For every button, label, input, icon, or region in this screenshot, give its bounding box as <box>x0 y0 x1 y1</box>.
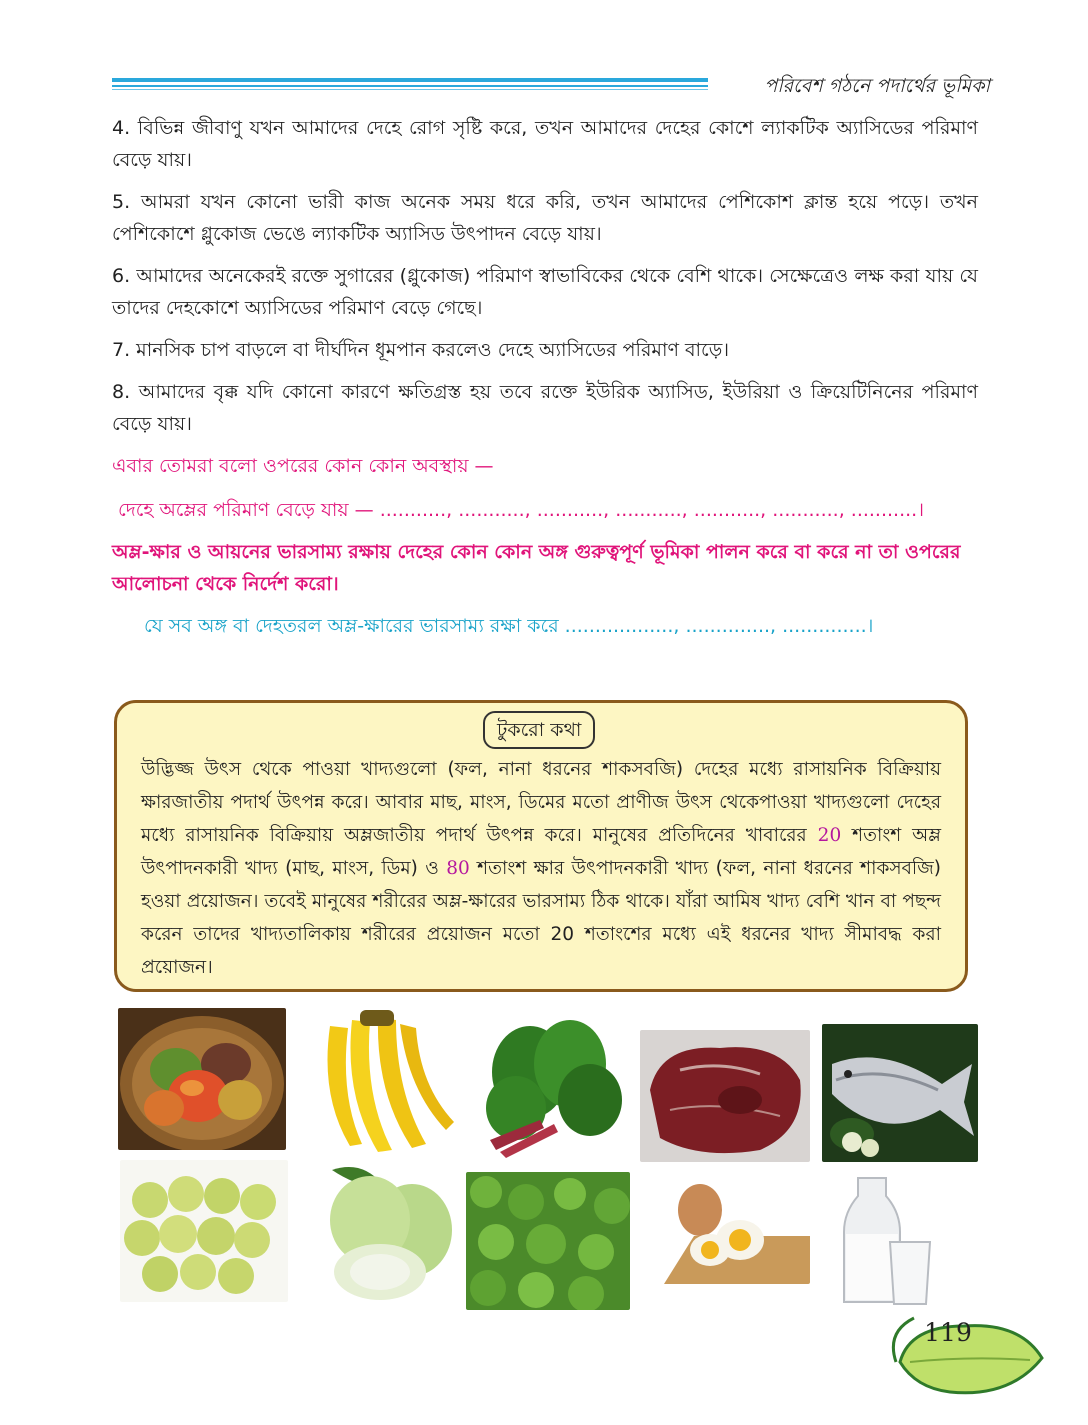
info-box-title: টুকরো কথা <box>483 711 595 749</box>
activity-question: অম্ল-ক্ষার ও আয়নের ভারসাম্য রক্ষায় দেহের কোন কোন অঙ্গ গুরুত্বপূর্ণ ভূমিকা পালন করে বা করে না তা ওপরের আলোচনা থেকে নির্দেশ করো। <box>112 541 961 595</box>
banana-bunch-image <box>300 1006 460 1156</box>
paragraph-5: 5. আমরা যখন কোনো ভারী কাজ অনেক সময় ধরে করি, তখন আমাদের পেশিকোশ ক্লান্ত হয়ে পড়ে। তখন পেশিকোশে গ্লুকোজ ভেঙে ল্যাকটিক অ্যাসিড উৎপাদন বেড়ে যায়। <box>112 191 978 245</box>
paragraph-4: 4. বিভিন্ন জীবাণু যখন আমাদের দেহে রোগ সৃষ্টি করে, তখন আমাদের দেহের কোশে ল্যাকটিক অ্যাসিডের পরিমাণ বেড়ে যায়। <box>112 117 978 171</box>
paragraph-6: 6. আমাদের অনেকেরই রক্তে সুগারের (গ্লুকোজ) পরিমাণ স্বাভাবিকের থেকে বেশি থাকে। সেক্ষেত্রেও লক্ষ করা যায় যে তাদের দেহকোশে অ্যাসিডের পরিমাণ বেড়ে গেছে। <box>112 265 978 319</box>
paragraph-8: 8. আমাদের বৃক্ক যদি কোনো কারণে ক্ষতিগ্রস্ত হয় তবে রক্তে ইউরিক অ্যাসিড, ইউরিয়া ও ক্রিয়েটিনিনের পরিমাণ বেড়ে যায়। <box>112 381 978 435</box>
info-box-text-b: শতাংশ অম্ল উৎপাদনকারী খাদ্য (মাছ, মাংস, ডিম) ও <box>141 825 942 879</box>
info-box-text-a: উদ্ভিজ্জ উৎস থেকে পাওয়া খাদ্যগুলো (ফল, নানা ধরনের শাকসবজি) দেহের মধ্যে রাসায়নিক বিক্রিয়ায় ক্ষারজাতীয় পদার্থ উৎপন্ন করে। আবার মাছ, মাংস, ডিমের মতো প্রাণীজ উৎস থেকেপাওয়া খাদ্যগুলো দেহের মধ্যে রাসায়নিক বিক্রিয়ায় অম্লজাতীয় পদার্থ উৎপন্ন করে। মানুষের প্রতিদিনের খাবারের <box>141 759 941 846</box>
coriander-leaves-image <box>466 1172 630 1310</box>
paragraph-7: 7. মানসিক চাপ বাড়লে বা দীর্ঘদিন ধূমপান করলেও দেহে অ্যাসিডের পরিমাণ বাড়ে। <box>112 339 730 361</box>
activity-answer-line: যে সব অঙ্গ বা দেহতরল অম্ল-ক্ষারের ভারসাম্য রক্ষা করে .................., .............., ..............। <box>144 615 874 637</box>
info-box <box>114 700 968 992</box>
info-box-number-20: 20 <box>817 825 842 846</box>
spinach-image <box>470 1012 630 1160</box>
activity-prompt: এবার তোমরা বলো ওপরের কোন কোন অবস্থায় — <box>112 455 494 477</box>
info-box-text <box>141 753 941 984</box>
mango-basket-image <box>118 1008 286 1150</box>
info-box-text-c: শতাংশ ক্ষার উৎপাদনকারী খাদ্য (ফল, নানা ধরনের শাকসবজি) হওয়া প্রয়োজন। তবেই মানুষের শরীরের অম্ল-ক্ষারের ভারসাম্য ঠিক থাকে। যাঁরা আমিষ খাদ্য বেশি খান বা পছন্দ করেন তাদের খাদ্যতালিকায় শরীরের প্রয়োজন মতো 20 শতাংশের মধ্যে এই ধরনের খাদ্য সীমাবদ্ধ করা প্রয়োজন। <box>141 858 941 978</box>
header-rule <box>112 78 708 92</box>
running-title: পরিবেশ গঠনে পদার্থের ভূমিকা <box>764 75 990 97</box>
hilsa-fish-image <box>822 1024 978 1162</box>
guava-image <box>302 1160 466 1306</box>
main-content <box>112 112 978 642</box>
page-number: 119 <box>924 1318 972 1347</box>
amla-gooseberry-image <box>120 1160 288 1302</box>
activity-fill-line: দেহে অম্লের পরিমাণ বেড়ে যায় — ..........., ..........., ..........., ..........., ..........., ..........., ...........। <box>118 499 925 521</box>
info-box-number-80: 80 <box>446 858 470 879</box>
meat-image <box>640 1030 810 1162</box>
boiled-eggs-image <box>654 1166 810 1284</box>
milk-bottle-glass-image <box>830 1172 952 1306</box>
